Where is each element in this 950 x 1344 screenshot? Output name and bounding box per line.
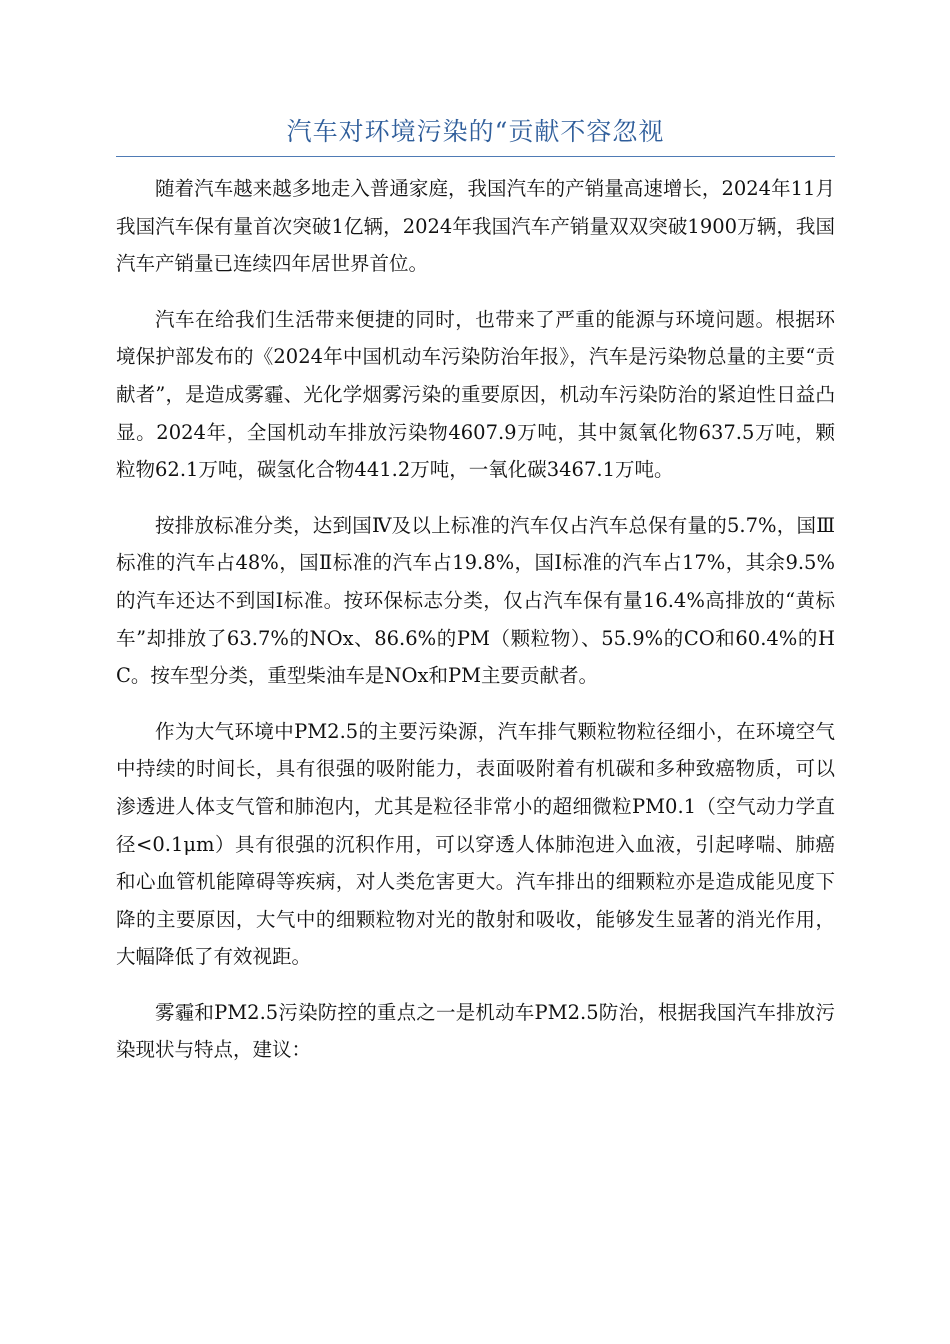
- paragraph-1: 随着汽车越来越多地走入普通家庭，我国汽车的产销量高速增长，2024年11月我国汽车保有量首次突破1亿辆，2024年我国汽车产销量双双突破1900万辆，我国汽车产销量已连续四年居世界首位。: [116, 177, 835, 276]
- title-block: [116, 112, 835, 157]
- paragraph-5: 雾霾和PM2.5污染防控的重点之一是机动车PM2.5防治，根据我国汽车排放污染现状与特点，建议：: [116, 1000, 835, 1062]
- paragraph-4: 作为大气环境中PM2.5的主要污染源，汽车排气颗粒物粒径细小，在环境空气中持续的时间长，具有很强的吸附能力，表面吸附着有机碳和多种致癌物质，可以渗透进人体支气管和肺泡内，尤其是粒径非常小的超细微粒PM0.1（空气动力学直径<0.1μm）具有很强的沉积作用，可以穿透人体肺泡进入血液，引起哮喘、肺癌和心血管机能障碍等疾病，对人类危害更大。汽车排出的细颗粒亦是造成能见度下降的主要原因，大气中的细颗粒物对光的散射和吸收，能够发生显著的消光作用，大幅降低了有效视距。: [116, 719, 835, 969]
- paragraph-2: 汽车在给我们生活带来便捷的同时，也带来了严重的能源与环境问题。根据环境保护部发布的《2024年中国机动车污染防治年报》，汽车是污染物总量的主要“贡献者”，是造成雾霾、光化学烟雾污染的重要原因，机动车污染防治的紧迫性日益凸显。2024年，全国机动车排放污染物4607.9万吨，其中氮氧化物637.5万吨，颗粒物62.1万吨，碳氢化合物441.2万吨，一氧化碳3467.1万吨。: [116, 307, 835, 482]
- paragraph-3: 按排放标准分类，达到国Ⅳ及以上标准的汽车仅占汽车总保有量的5.7%，国Ⅲ标准的汽车占48%，国Ⅱ标准的汽车占19.8%，国Ⅰ标准的汽车占17%，其余9.5%的汽车还达不到国Ⅰ标准。按环保标志分类，仅占汽车保有量16.4%高排放的“黄标车”却排放了63.7%的NOx、86.6%的PM（颗粒物）、55.9%的CO和60.4%的HC。按车型分类，重型柴油车是NOx和PM主要贡献者。: [116, 513, 835, 688]
- document-body: [116, 170, 835, 1087]
- page-title: 汽车对环境污染的“贡献不容忽视: [286, 117, 665, 146]
